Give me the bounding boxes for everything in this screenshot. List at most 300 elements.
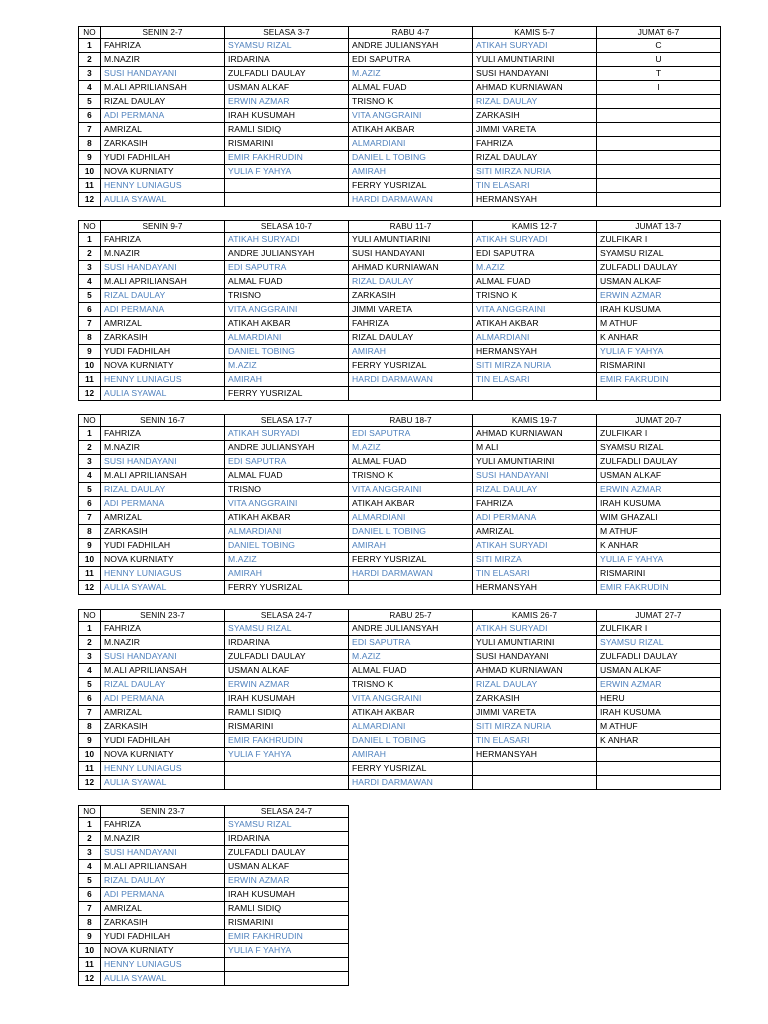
staff-name-cell: ALMAL FUAD <box>225 469 349 483</box>
staff-name-cell: K ANHAR <box>597 331 721 345</box>
table-row <box>79 622 721 636</box>
staff-name-cell: DANIEL TOBING <box>225 345 349 359</box>
row-number: 6 <box>79 303 101 317</box>
staff-name-cell: M ATHUF <box>597 317 721 331</box>
staff-name-cell: RIZAL DAULAY <box>473 95 597 109</box>
staff-name-cell: RIZAL DAULAY <box>101 289 225 303</box>
staff-name-cell: EMIR FAKHRUDIN <box>225 151 349 165</box>
table-row <box>79 109 721 123</box>
staff-name-cell: FAHRIZA <box>101 233 225 247</box>
staff-name-cell: YULI AMUNTIARINI <box>349 233 473 247</box>
staff-name-cell: EDI SAPUTRA <box>349 427 473 441</box>
staff-name-cell: USMAN ALKAF <box>225 664 349 678</box>
staff-name-cell: SYAMSU RIZAL <box>597 441 721 455</box>
staff-name-cell: ANDRE JULIANSYAH <box>225 247 349 261</box>
staff-name-cell: M.NAZIR <box>101 247 225 261</box>
row-number: 2 <box>79 53 101 67</box>
staff-name-cell: ERWIN AZMAR <box>597 289 721 303</box>
row-number: 11 <box>79 373 101 387</box>
staff-name-cell: ADI PERMANA <box>101 692 225 706</box>
row-number: 2 <box>79 247 101 261</box>
row-number: 4 <box>79 81 101 95</box>
table-row <box>79 916 349 930</box>
staff-name-cell: VITA ANGGRAINI <box>349 483 473 497</box>
staff-name-cell: ATIKAH SURYADI <box>473 233 597 247</box>
table-row <box>79 317 721 331</box>
row-number: 12 <box>79 972 101 986</box>
staff-name-cell: IRDARINA <box>225 832 349 846</box>
schedule-table-week-4 <box>78 609 721 790</box>
schedule-table-week-1 <box>78 26 721 207</box>
row-number: 12 <box>79 387 101 401</box>
table-row <box>79 930 349 944</box>
row-number: 6 <box>79 692 101 706</box>
table-row <box>79 95 721 109</box>
staff-name-cell <box>597 123 721 137</box>
row-number: 4 <box>79 860 101 874</box>
staff-name-cell: ATIKAH SURYADI <box>473 39 597 53</box>
staff-name-cell: AHMAD KURNIAWAN <box>473 664 597 678</box>
staff-name-cell: IRDARINA <box>225 53 349 67</box>
staff-name-cell: SITI MIRZA <box>473 553 597 567</box>
staff-name-cell: FERRY YUSRIZAL <box>225 387 349 401</box>
table-row <box>79 972 349 986</box>
staff-name-cell: FERRY YUSRIZAL <box>349 179 473 193</box>
table-row <box>79 123 721 137</box>
table-row <box>79 874 349 888</box>
table-row <box>79 303 721 317</box>
staff-name-cell: ATIKAH SURYADI <box>225 427 349 441</box>
staff-name-cell <box>597 193 721 207</box>
staff-name-cell: AMIRAH <box>349 748 473 762</box>
staff-name-cell: ADI PERMANA <box>101 303 225 317</box>
row-number: 11 <box>79 179 101 193</box>
staff-name-cell: SUSI HANDAYANI <box>101 261 225 275</box>
table-row <box>79 165 721 179</box>
table-row <box>79 427 721 441</box>
row-number: 7 <box>79 123 101 137</box>
staff-name-cell: DANIEL L TOBING <box>349 151 473 165</box>
table-row <box>79 832 349 846</box>
day-column-header: KAMIS 19-7 <box>473 415 597 427</box>
staff-name-cell: M.NAZIR <box>101 441 225 455</box>
day-column-header: SENIN 2-7 <box>101 27 225 39</box>
staff-name-cell: AMRIZAL <box>101 317 225 331</box>
table-row <box>79 233 721 247</box>
staff-name-cell: ZULFADLI DAULAY <box>225 846 349 860</box>
row-number: 5 <box>79 95 101 109</box>
staff-name-cell: M.ALI APRILIANSAH <box>101 860 225 874</box>
table-row <box>79 455 721 469</box>
staff-name-cell <box>597 109 721 123</box>
table-row <box>79 441 721 455</box>
row-number: 3 <box>79 455 101 469</box>
staff-name-cell: AMIRAH <box>225 567 349 581</box>
staff-name-cell: SUSI HANDAYANI <box>101 67 225 81</box>
staff-name-cell: YULIA F YAHYA <box>225 165 349 179</box>
staff-name-cell: FERRY YUSRIZAL <box>349 762 473 776</box>
staff-name-cell: ZULFADLI DAULAY <box>225 650 349 664</box>
table-row <box>79 359 721 373</box>
table-row <box>79 636 721 650</box>
staff-name-cell: M.AZIZ <box>349 67 473 81</box>
staff-name-cell: DANIEL L TOBING <box>349 734 473 748</box>
staff-name-cell: DANIEL L TOBING <box>349 525 473 539</box>
staff-name-cell: ZARKASIH <box>101 916 225 930</box>
staff-name-cell: RIZAL DAULAY <box>101 678 225 692</box>
staff-name-cell: ZULFIKAR I <box>597 427 721 441</box>
row-number: 7 <box>79 317 101 331</box>
table-row <box>79 776 721 790</box>
staff-name-cell: RISMARINI <box>225 916 349 930</box>
staff-name-cell: RIZAL DAULAY <box>349 275 473 289</box>
staff-name-cell: ATIKAH AKBAR <box>225 317 349 331</box>
staff-name-cell: TRISNO K <box>349 469 473 483</box>
staff-name-cell <box>597 165 721 179</box>
staff-name-cell: AHMAD KURNIAWAN <box>473 427 597 441</box>
staff-name-cell: ATIKAH AKBAR <box>225 511 349 525</box>
table-row <box>79 179 721 193</box>
staff-name-cell: ALMAL FUAD <box>473 275 597 289</box>
schedule-table-week-2 <box>78 220 721 401</box>
day-column-header: SENIN 9-7 <box>101 221 225 233</box>
table-row <box>79 469 721 483</box>
staff-name-cell: AULIA SYAWAL <box>101 581 225 595</box>
staff-name-cell: ZULFIKAR I <box>597 622 721 636</box>
staff-name-cell: ATIKAH SURYADI <box>473 622 597 636</box>
staff-name-cell: VITA ANGGRAINI <box>225 497 349 511</box>
table-row <box>79 664 721 678</box>
table-row <box>79 67 721 81</box>
staff-name-cell: IRDARINA <box>225 636 349 650</box>
staff-name-cell: AHMAD KURNIAWAN <box>349 261 473 275</box>
staff-name-cell: ZULFADLI DAULAY <box>597 455 721 469</box>
staff-name-cell: ERWIN AZMAR <box>225 874 349 888</box>
staff-name-cell: M.AZIZ <box>225 553 349 567</box>
staff-name-cell: USMAN ALKAF <box>225 81 349 95</box>
table-row <box>79 846 349 860</box>
staff-name-cell: TRISNO <box>225 289 349 303</box>
staff-name-cell: TIN ELASARI <box>473 567 597 581</box>
row-number: 8 <box>79 525 101 539</box>
table-row <box>79 289 721 303</box>
row-number: 3 <box>79 261 101 275</box>
table-row <box>79 483 721 497</box>
staff-name-cell: ERWIN AZMAR <box>597 483 721 497</box>
staff-name-cell: HERMANSYAH <box>473 748 597 762</box>
table-row <box>79 511 721 525</box>
staff-name-cell: ERWIN AZMAR <box>225 678 349 692</box>
table-row <box>79 944 349 958</box>
day-column-header: RABU 18-7 <box>349 415 473 427</box>
row-number: 11 <box>79 567 101 581</box>
staff-name-cell: TIN ELASARI <box>473 179 597 193</box>
table-row <box>79 706 721 720</box>
staff-name-cell: WIM GHAZALI <box>597 511 721 525</box>
staff-name-cell: SITI MIRZA NURIA <box>473 720 597 734</box>
table-row <box>79 53 721 67</box>
staff-name-cell: RISMARINI <box>225 137 349 151</box>
table-row <box>79 762 721 776</box>
row-number: 3 <box>79 846 101 860</box>
row-number: 4 <box>79 275 101 289</box>
staff-name-cell: ERWIN AZMAR <box>597 678 721 692</box>
staff-name-cell: IRAH KUSUMAH <box>225 692 349 706</box>
table-row <box>79 39 721 53</box>
staff-name-cell: ADI PERMANA <box>101 888 225 902</box>
staff-name-cell: U <box>597 53 721 67</box>
row-number: 9 <box>79 734 101 748</box>
row-number: 8 <box>79 331 101 345</box>
staff-name-cell <box>225 179 349 193</box>
row-number: 11 <box>79 762 101 776</box>
staff-name-cell: YULIA F YAHYA <box>225 748 349 762</box>
day-column-header: JUMAT 13-7 <box>597 221 721 233</box>
staff-name-cell: FAHRIZA <box>101 818 225 832</box>
staff-name-cell: SUSI HANDAYANI <box>473 650 597 664</box>
day-column-header: JUMAT 20-7 <box>597 415 721 427</box>
staff-name-cell: ALMARDIANI <box>349 720 473 734</box>
staff-name-cell: ALMARDIANI <box>225 525 349 539</box>
day-column-header: JUMAT 27-7 <box>597 610 721 622</box>
staff-name-cell: HENNY LUNIAGUS <box>101 373 225 387</box>
staff-name-cell: YULIA F YAHYA <box>225 944 349 958</box>
staff-name-cell: HARDI DARMAWAN <box>349 373 473 387</box>
table-row <box>79 497 721 511</box>
staff-name-cell: ERWIN AZMAR <box>225 95 349 109</box>
staff-name-cell: TRISNO K <box>349 95 473 109</box>
no-column-header: NO <box>79 415 101 427</box>
table-row <box>79 81 721 95</box>
staff-name-cell: ADI PERMANA <box>473 511 597 525</box>
staff-name-cell: SYAMSU RIZAL <box>597 247 721 261</box>
no-column-header: NO <box>79 221 101 233</box>
staff-name-cell <box>597 179 721 193</box>
staff-name-cell: AMIRAH <box>349 539 473 553</box>
staff-name-cell: ZARKASIH <box>101 331 225 345</box>
staff-name-cell: IRAH KUSUMAH <box>225 109 349 123</box>
staff-name-cell: FERRY YUSRIZAL <box>349 553 473 567</box>
staff-name-cell: HERU <box>597 692 721 706</box>
staff-name-cell: JIMMI VARETA <box>473 706 597 720</box>
staff-name-cell: ZULFADLI DAULAY <box>597 650 721 664</box>
schedule-table-week-3 <box>78 414 721 595</box>
staff-name-cell: YUDI FADHILAH <box>101 345 225 359</box>
day-column-header: KAMIS 5-7 <box>473 27 597 39</box>
row-number: 5 <box>79 483 101 497</box>
staff-name-cell: FAHRIZA <box>473 497 597 511</box>
staff-name-cell: ZULFADLI DAULAY <box>225 67 349 81</box>
table-row <box>79 525 721 539</box>
staff-name-cell: HENNY LUNIAGUS <box>101 762 225 776</box>
staff-name-cell: AMRIZAL <box>101 902 225 916</box>
staff-name-cell: M.AZIZ <box>225 359 349 373</box>
staff-name-cell: SUSI HANDAYANI <box>101 650 225 664</box>
staff-name-cell: SYAMSU RIZAL <box>597 636 721 650</box>
row-number: 10 <box>79 359 101 373</box>
staff-name-cell: ALMARDIANI <box>349 137 473 151</box>
staff-name-cell: JIMMI VARETA <box>349 303 473 317</box>
staff-name-cell: M.AZIZ <box>349 441 473 455</box>
row-number: 11 <box>79 958 101 972</box>
staff-name-cell: ZARKASIH <box>349 289 473 303</box>
staff-name-cell: RIZAL DAULAY <box>101 874 225 888</box>
day-column-header: KAMIS 12-7 <box>473 221 597 233</box>
staff-name-cell: ZARKASIH <box>473 109 597 123</box>
staff-name-cell: ATIKAH SURYADI <box>225 233 349 247</box>
staff-name-cell: FERRY YUSRIZAL <box>349 359 473 373</box>
staff-name-cell: AMIRAH <box>349 345 473 359</box>
staff-name-cell: ANDRE JULIANSYAH <box>349 622 473 636</box>
staff-name-cell <box>349 387 473 401</box>
staff-name-cell: YUDI FADHILAH <box>101 151 225 165</box>
staff-name-cell: ALMAL FUAD <box>349 664 473 678</box>
staff-name-cell <box>597 95 721 109</box>
staff-name-cell: HARDI DARMAWAN <box>349 193 473 207</box>
staff-name-cell: ATIKAH AKBAR <box>349 123 473 137</box>
staff-name-cell: VITA ANGGRAINI <box>349 692 473 706</box>
staff-name-cell: ALMARDIANI <box>225 331 349 345</box>
row-number: 12 <box>79 193 101 207</box>
staff-name-cell: YULI AMUNTIARINI <box>473 53 597 67</box>
row-number: 5 <box>79 678 101 692</box>
staff-name-cell: AHMAD KURNIAWAN <box>473 81 597 95</box>
table-row <box>79 720 721 734</box>
table-row <box>79 387 721 401</box>
staff-name-cell: HERMANSYAH <box>473 581 597 595</box>
staff-name-cell: M.ALI APRILIANSAH <box>101 664 225 678</box>
row-number: 7 <box>79 902 101 916</box>
staff-name-cell: RIZAL DAULAY <box>473 483 597 497</box>
staff-name-cell: AMRIZAL <box>101 706 225 720</box>
table-header-row <box>79 415 721 427</box>
row-number: 8 <box>79 137 101 151</box>
table-row <box>79 888 349 902</box>
row-number: 10 <box>79 748 101 762</box>
table-header-row <box>79 27 721 39</box>
day-column-header: RABU 11-7 <box>349 221 473 233</box>
day-column-header: SENIN 16-7 <box>101 415 225 427</box>
staff-name-cell: ALMARDIANI <box>473 331 597 345</box>
staff-name-cell: RISMARINI <box>597 359 721 373</box>
staff-name-cell: M ATHUF <box>597 525 721 539</box>
staff-name-cell <box>225 972 349 986</box>
staff-name-cell: EDI SAPUTRA <box>473 247 597 261</box>
table-row <box>79 539 721 553</box>
staff-name-cell: ALMARDIANI <box>349 511 473 525</box>
day-column-header: SELASA 24-7 <box>225 610 349 622</box>
staff-name-cell: M.NAZIR <box>101 832 225 846</box>
staff-name-cell <box>597 137 721 151</box>
staff-name-cell: SYAMSU RIZAL <box>225 818 349 832</box>
row-number: 6 <box>79 888 101 902</box>
staff-name-cell: VITA ANGGRAINI <box>225 303 349 317</box>
table-row <box>79 137 721 151</box>
staff-name-cell: RIZAL DAULAY <box>349 331 473 345</box>
staff-name-cell: NOVA KURNIATY <box>101 748 225 762</box>
staff-name-cell: FERRY YUSRIZAL <box>225 581 349 595</box>
staff-name-cell: FAHRIZA <box>473 137 597 151</box>
staff-name-cell: HERMANSYAH <box>473 345 597 359</box>
staff-name-cell: USMAN ALKAF <box>597 275 721 289</box>
row-number: 5 <box>79 289 101 303</box>
staff-name-cell: M ATHUF <box>597 720 721 734</box>
day-column-header: JUMAT 6-7 <box>597 27 721 39</box>
staff-name-cell: ADI PERMANA <box>101 497 225 511</box>
row-number: 6 <box>79 497 101 511</box>
staff-name-cell: TIN ELASARI <box>473 373 597 387</box>
staff-name-cell: ADI PERMANA <box>101 109 225 123</box>
staff-name-cell: ZARKASIH <box>101 720 225 734</box>
row-number: 12 <box>79 581 101 595</box>
staff-name-cell: K ANHAR <box>597 539 721 553</box>
row-number: 2 <box>79 441 101 455</box>
staff-name-cell: HENNY LUNIAGUS <box>101 958 225 972</box>
staff-name-cell: T <box>597 67 721 81</box>
staff-name-cell: M.NAZIR <box>101 53 225 67</box>
table-row <box>79 193 721 207</box>
staff-name-cell: C <box>597 39 721 53</box>
schedule-table-week-5 <box>78 805 349 986</box>
staff-name-cell: RIZAL DAULAY <box>473 678 597 692</box>
row-number: 2 <box>79 832 101 846</box>
staff-name-cell: EDI SAPUTRA <box>225 261 349 275</box>
staff-name-cell: USMAN ALKAF <box>597 469 721 483</box>
staff-name-cell: NOVA KURNIATY <box>101 165 225 179</box>
staff-name-cell: M ALI <box>473 441 597 455</box>
day-column-header: SELASA 17-7 <box>225 415 349 427</box>
staff-name-cell: YUDI FADHILAH <box>101 539 225 553</box>
staff-name-cell: ATIKAH SURYADI <box>473 539 597 553</box>
day-column-header: SELASA 3-7 <box>225 27 349 39</box>
staff-name-cell: EMIR FAKRUDIN <box>597 373 721 387</box>
staff-name-cell: AMIRAH <box>349 165 473 179</box>
staff-name-cell: HARDI DARMAWAN <box>349 776 473 790</box>
staff-name-cell: FAHRIZA <box>101 39 225 53</box>
staff-name-cell: TRISNO K <box>473 289 597 303</box>
staff-name-cell: IRAH KUSUMA <box>597 497 721 511</box>
row-number: 9 <box>79 539 101 553</box>
day-column-header: SENIN 23-7 <box>101 610 225 622</box>
staff-name-cell: ZARKASIH <box>473 692 597 706</box>
staff-name-cell: AULIA SYAWAL <box>101 776 225 790</box>
staff-name-cell: AULIA SYAWAL <box>101 972 225 986</box>
staff-name-cell: ANDRE JULIANSYAH <box>349 39 473 53</box>
staff-name-cell <box>597 762 721 776</box>
staff-name-cell: ATIKAH AKBAR <box>473 317 597 331</box>
table-row <box>79 581 721 595</box>
staff-name-cell: EMIR FAKHRUDIN <box>225 734 349 748</box>
row-number: 1 <box>79 39 101 53</box>
staff-name-cell <box>225 958 349 972</box>
staff-name-cell <box>597 151 721 165</box>
staff-name-cell: M.ALI APRILIANSAH <box>101 469 225 483</box>
row-number: 9 <box>79 930 101 944</box>
staff-name-cell: ATIKAH AKBAR <box>349 497 473 511</box>
staff-name-cell <box>473 776 597 790</box>
staff-name-cell: ALMAL FUAD <box>349 81 473 95</box>
staff-name-cell: SYAMSU RIZAL <box>225 39 349 53</box>
staff-name-cell: ZARKASIH <box>101 525 225 539</box>
staff-name-cell: FAHRIZA <box>101 427 225 441</box>
day-column-header: RABU 4-7 <box>349 27 473 39</box>
row-number: 9 <box>79 345 101 359</box>
table-row <box>79 902 349 916</box>
staff-name-cell: YUDI FADHILAH <box>101 734 225 748</box>
staff-name-cell: IRAH KUSUMAH <box>225 888 349 902</box>
staff-name-cell <box>225 776 349 790</box>
staff-name-cell: YULIA F YAHYA <box>597 345 721 359</box>
